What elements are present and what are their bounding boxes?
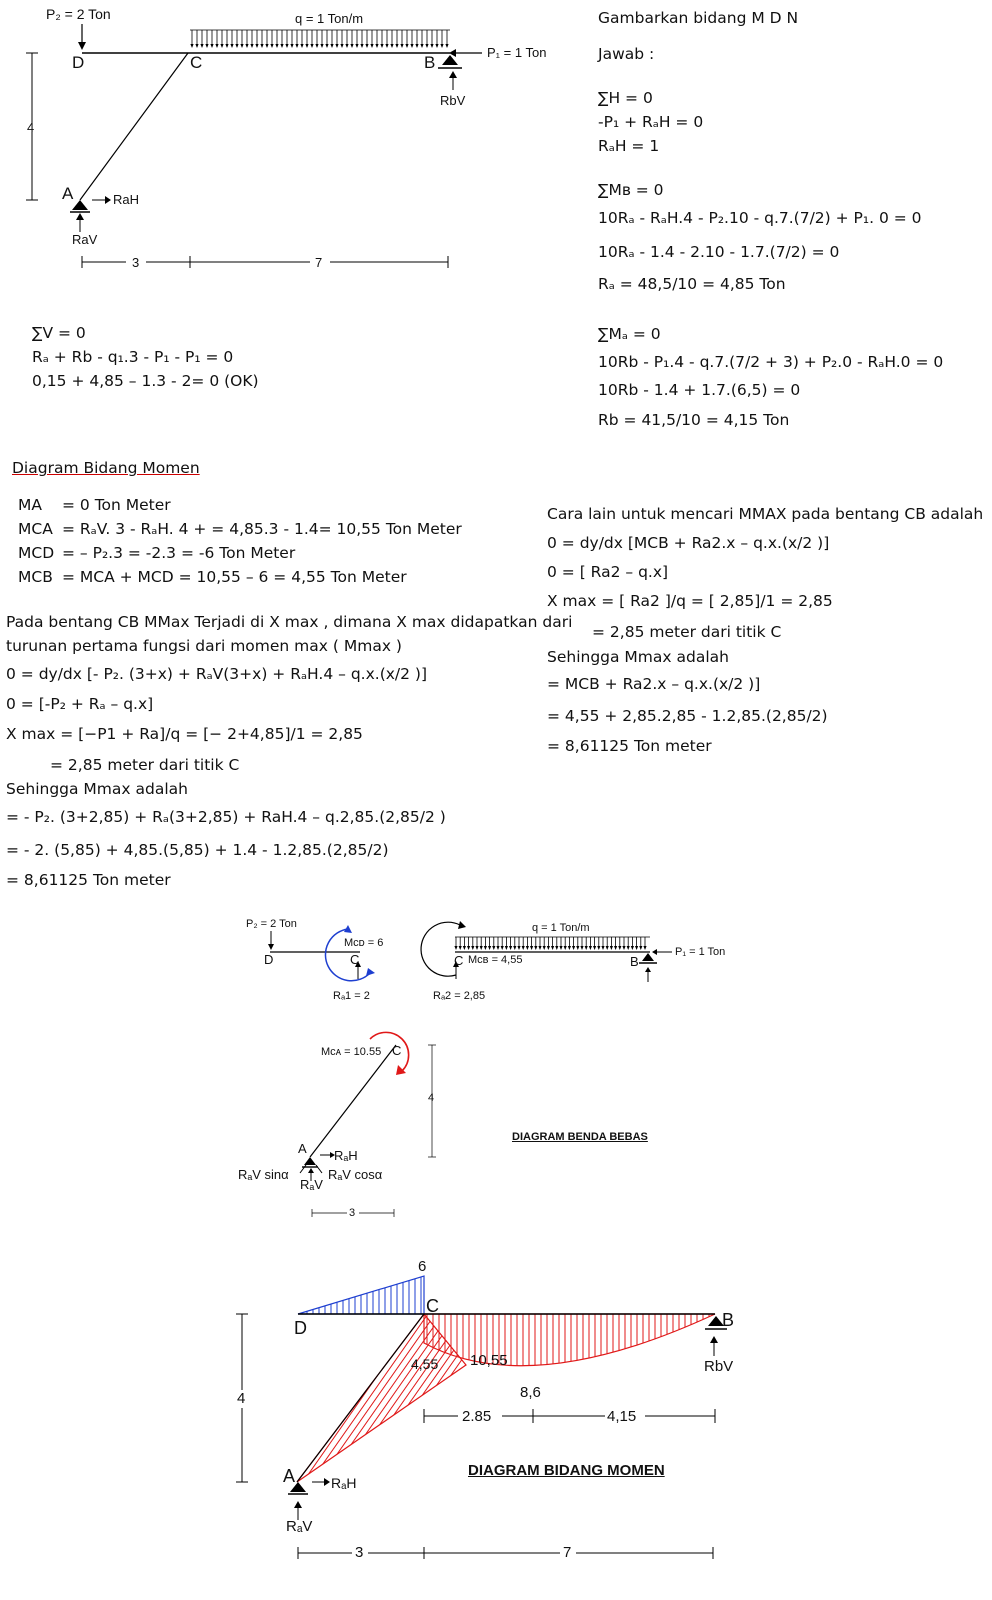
moment-cb-label: MCB xyxy=(18,568,53,586)
alt-derivative-result: 0 = [ Ra2 – q.x] xyxy=(547,563,669,581)
fbd-rav-label: RₐV xyxy=(300,1177,323,1192)
span-right-label: 7 xyxy=(315,255,323,270)
positive-moment-region-ac xyxy=(297,1314,466,1482)
moment-cd-value: = – P₂.3 = -2.3 = -6 Ton Meter xyxy=(62,544,296,562)
ma-line-3: 10Rb - 1.4 + 1.7.(6,5) = 0 xyxy=(598,381,801,399)
fbd-d-label: D xyxy=(264,952,274,967)
xmax-equation: X max = [−P1 + Ra]/q = [− 2+4,85]/1 = 2,85 xyxy=(6,725,363,743)
positive-moment-region-cb xyxy=(424,1314,715,1366)
distributed-load-icon xyxy=(190,30,448,48)
mb-line-2: 10Rₐ - RₐH.4 - P₂.10 - q.7.(7/2) + P₁. 0 = 0 xyxy=(598,209,922,227)
md-title: DIAGRAM BIDANG MOMEN xyxy=(468,1462,665,1479)
fbd-c2-label: C xyxy=(454,953,464,968)
fbd-b-label: B xyxy=(630,954,639,969)
rb-result: Rb = 41,5/10 = 4,15 Ton xyxy=(598,411,790,429)
alt-mmax-result: = 8,61125 Ton meter xyxy=(547,737,712,755)
column-ac xyxy=(80,53,188,200)
fbd-ra2-label: Rₐ2 = 2,85 xyxy=(433,990,486,1002)
fbd-c-label: C xyxy=(350,952,360,967)
p2-label: P₂ = 2 Ton xyxy=(46,6,111,22)
rah-result: RₐH = 1 xyxy=(598,137,660,155)
node-b-label: B xyxy=(424,53,436,72)
rah-label: RaH xyxy=(113,192,140,207)
md-dim-285: 2.85 xyxy=(462,1408,492,1425)
md-span-left-label: 3 xyxy=(355,1544,364,1561)
fbd-rah-label: RₐH xyxy=(334,1148,358,1163)
node-d-label: D xyxy=(72,53,85,72)
pin-support-icon xyxy=(72,200,88,210)
md-dim-415: 4,15 xyxy=(607,1408,637,1425)
sum-v-equation: ∑V = 0 xyxy=(32,324,86,342)
fbd-span-label: 3 xyxy=(349,1207,356,1219)
height-label: 4 xyxy=(27,120,35,135)
derivative-equation: 0 = dy/dx [- P₂. (3+x) + RₐV(3+x) + RₐH.4 – q.x.(x/2 )] xyxy=(6,665,428,683)
moment-cb-value: = MCA + MCD = 10,55 – 6 = 4,55 Ton Meter xyxy=(62,568,407,586)
rav-label: RaV xyxy=(72,232,98,247)
p1-label: P₁ = 1 Ton xyxy=(487,45,547,60)
mmax-line-2: = - 2. (5,85) + 4,85.(5,85) + 1.4 - 1.2,85.(2,85/2) xyxy=(6,841,389,859)
md-value-455: 4,55 xyxy=(411,1356,439,1372)
node-a-label: A xyxy=(62,184,74,203)
method-intro-1: Pada bentang CB MMax Terjadi di X max , dimana X max didapatkan dari xyxy=(6,613,573,631)
ma-line-2: 10Rb - P₁.4 - q.7.(7/2 + 3) + P₂.0 - RₐH.0 = 0 xyxy=(598,353,944,371)
answer-label: Jawab : xyxy=(598,45,655,63)
mmax-result: = 8,61125 Ton meter xyxy=(6,871,171,889)
p2-arrow-icon xyxy=(78,42,86,50)
moment-a-value: = 0 Ton Meter xyxy=(62,496,171,514)
sum-h-equation: ∑H = 0 xyxy=(598,89,653,107)
pin-support-icon xyxy=(304,1157,316,1165)
fbd-mca-label: Mᴄᴀ = 10.55 xyxy=(321,1046,382,1058)
sum-v-line-2: Rₐ + Rb - q₁.3 - P₁ - P₁ = 0 xyxy=(32,348,234,366)
alt-xmax-result: = 2,85 meter dari titik C xyxy=(592,623,782,641)
md-b-label: B xyxy=(722,1310,735,1330)
xmax-result: = 2,85 meter dari titik C xyxy=(50,756,240,774)
method-intro-2: turunan pertama fungsi dari momen max ( Mmax ) xyxy=(6,637,402,655)
md-rbv-label: RbV xyxy=(704,1358,734,1375)
sum-h-line-2: -P₁ + RₐH = 0 xyxy=(598,113,704,131)
mb-line-3: 10Rₐ - 1.4 - 2.10 - 1.7.(7/2) = 0 xyxy=(598,243,840,261)
alt-derivative-equation: 0 = dy/dx [MCB + Ra2.x – q.x.(x/2 )] xyxy=(547,534,830,552)
md-value-86: 8,6 xyxy=(520,1384,541,1401)
fbd-title: DIAGRAM BENDA BEBAS xyxy=(512,1131,648,1143)
problem-statement: Gambarkan bidang M D N xyxy=(598,9,799,27)
fbd-p2-label: P₂ = 2 Ton xyxy=(246,918,297,930)
fbd-height-label: 4 xyxy=(428,1092,435,1104)
alt-mmax-intro: Sehingga Mmax adalah xyxy=(547,648,729,666)
node-c-label: C xyxy=(190,53,203,72)
moment-cd-label: MCD xyxy=(18,544,55,562)
distributed-load-icon xyxy=(454,937,646,950)
fbd-a-label: A xyxy=(298,1141,307,1156)
fbd-mcd-label: Mᴄᴅ = 6 xyxy=(344,937,384,949)
alt-mmax-line-1: = MCB + Ra2.x – q.x.(x/2 )] xyxy=(547,675,761,693)
roller-support-icon xyxy=(642,953,654,961)
moment-ca-label: MCA xyxy=(18,520,53,538)
span-left-label: 3 xyxy=(132,255,140,270)
fbd-mcb-label: Mᴄʙ = 4,55 xyxy=(468,954,523,966)
fbd-q-label: q = 1 Ton/m xyxy=(532,922,590,934)
md-d-label: D xyxy=(294,1318,307,1338)
md-a-label: A xyxy=(283,1466,296,1486)
sum-v-check: 0,15 + 4,85 – 1.3 - 2= 0 (OK) xyxy=(32,372,259,390)
moment-cb-arc-icon xyxy=(421,922,460,976)
p2-arrow-icon xyxy=(268,944,274,950)
derivative-result: 0 = [-P₂ + Rₐ – q.x] xyxy=(6,695,154,713)
negative-moment-region xyxy=(298,1276,424,1314)
moment-heading: Diagram Bidang Momen xyxy=(12,459,200,477)
fbd-rav-cos-label: RₐV cosα xyxy=(328,1167,383,1182)
moment-ca-value: = RₐV. 3 - RₐH. 4 + = 4,85.3 - 1.4= 10,55 Ton Meter xyxy=(62,520,462,538)
md-rah-label: RₐH xyxy=(331,1475,357,1491)
sum-ma-equation: ∑Mₐ = 0 xyxy=(598,325,661,343)
rbv-label: RbV xyxy=(440,93,466,108)
fbd-p1-label: P₁ = 1 Ton xyxy=(675,946,726,958)
md-span-right-label: 7 xyxy=(563,1544,572,1561)
alt-method-intro: Cara lain untuk mencari MMAX pada bentang CB adalah xyxy=(547,505,984,523)
q-label: q = 1 Ton/m xyxy=(295,11,364,26)
sum-mb-equation: ∑Mʙ = 0 xyxy=(598,181,664,199)
ra-result: Rₐ = 48,5/10 = 4,85 Ton xyxy=(598,275,786,293)
fbd-rav-sin-label: RₐV sinα xyxy=(238,1167,289,1182)
member-ac xyxy=(310,1045,396,1157)
p1-arrow-icon xyxy=(652,949,657,955)
fbd-ra1-label: Rₐ1 = 2 xyxy=(333,990,370,1002)
alt-xmax-equation: X max = [ Ra2 ]/q = [ 2,85]/1 = 2,85 xyxy=(547,592,833,610)
md-c-label: C xyxy=(426,1296,439,1316)
fbd-c3-label: C xyxy=(392,1043,402,1058)
md-value-6: 6 xyxy=(418,1258,427,1275)
alt-mmax-line-2: = 4,55 + 2,85.2,85 - 1.2,85.(2,85/2) xyxy=(547,707,828,725)
mmax-line-1: = - P₂. (3+2,85) + Rₐ(3+2,85) + RaH.4 – q.2,85.(2,85/2 ) xyxy=(6,808,446,826)
moment-a-label: MA xyxy=(18,496,42,514)
mmax-intro: Sehingga Mmax adalah xyxy=(6,780,188,798)
md-value-1055: 10,55 xyxy=(470,1352,508,1369)
md-rav-label: RₐV xyxy=(286,1518,313,1535)
md-height-label: 4 xyxy=(237,1390,246,1407)
